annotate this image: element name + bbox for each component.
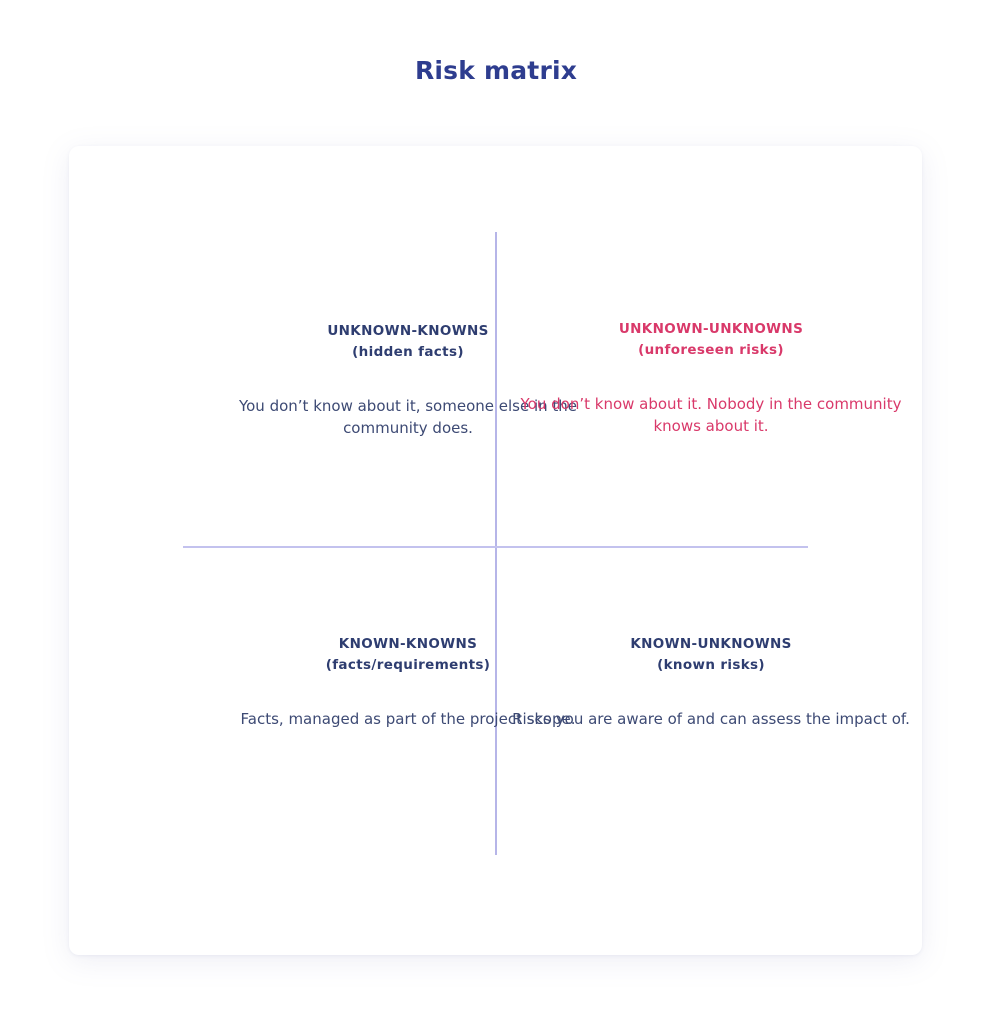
quadrant-known-unknowns-subtitle: (known risks): [657, 656, 765, 673]
quadrant-unknown-unknowns: [511, 319, 911, 438]
quadrant-unknown-unknowns-title: UNKNOWN-UNKNOWNS: [618, 321, 804, 337]
quadrant-unknown-unknowns-heading: [511, 319, 911, 360]
page-title: Risk matrix: [414, 56, 578, 85]
quadrant-known-knowns-subtitle: (facts/requirements): [325, 656, 491, 673]
risk-matrix-card: [69, 146, 922, 955]
quadrant-unknown-unknowns-body: You don’t know about it. Nobody in the community knows about it.: [520, 395, 902, 435]
horizontal-axis-divider: [183, 546, 808, 548]
quadrant-known-unknowns-title: KNOWN-UNKNOWNS: [630, 636, 792, 652]
quadrant-unknown-unknowns-subtitle: (unforeseen risks): [638, 341, 784, 358]
quadrant-unknown-knowns-subtitle: (hidden facts): [352, 343, 464, 360]
quadrant-known-unknowns-heading: [511, 634, 911, 675]
quadrant-unknown-knowns-body: You don’t know about it, someone else in the community does.: [238, 397, 578, 437]
quadrant-known-knowns-title: KNOWN-KNOWNS: [338, 636, 478, 652]
quadrant-known-unknowns-body: Risks you are aware of and can assess the impact of.: [512, 710, 910, 729]
quadrant-unknown-knowns-title: UNKNOWN-KNOWNS: [327, 323, 489, 339]
quadrant-known-unknowns: [511, 634, 911, 731]
quadrant-known-knowns-body: Facts, managed as part of the project scope.: [240, 710, 576, 729]
